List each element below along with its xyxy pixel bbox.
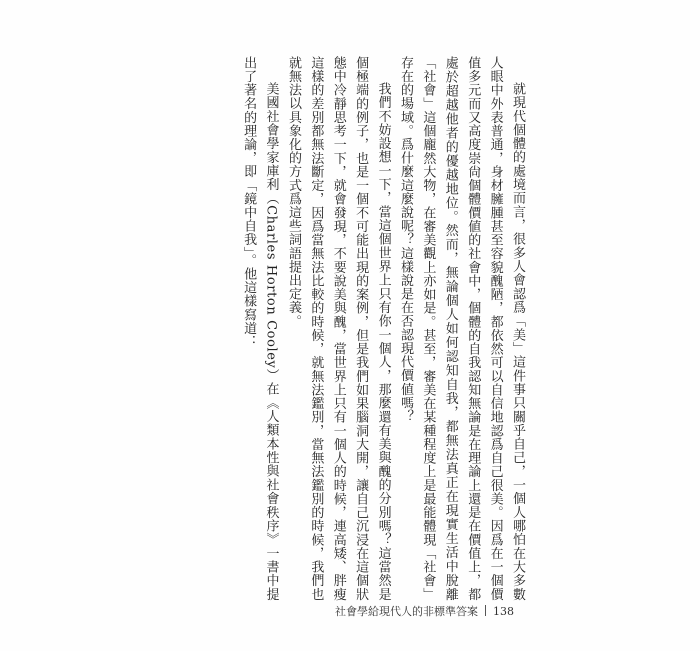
body-text [237,56,528,601]
page-footer [335,603,514,619]
footer-divider [485,605,486,616]
paragraph: 就現代個體的處境而言，很多人會認爲「美」這件事只關乎自己，一個人哪怕在大多數人眼中外表普通，身材臃腫甚至容貌醜陋，都依然可以自信地認爲自己很美。因爲在一個價值多元而又高度崇尙個體價値的社會中，個體的自我認知無論是在理論上還是在價值上，都處於超越他者的優越地位。然而，無論個人如何認知自我，都無法真正在現實生活中脫離「社會」這個龐然大物，在審美觀上亦如是。甚至，審美在某種程度上是最能體現「社會」存在的場域。爲什麼這麼說呢？這樣說是在否認現代價値嗎？ [397,56,525,601]
paragraph: 我們不妨設想一下，當這個世界上只有你一個人，那麼還有美與醜的分別嗎？這當然是個極端的例子，也是一個不可能出現的案例，但是我們如果腦洞大開，讓自己沉浸在這個狀態中冷靜思考一下，就會發現，不要說美與醜，當世界上只有一個人的時候，連高矮、胖瘦這樣的差別都無法斷定，因爲當無法比較的時候，就無法鑑別，當無法鑑別的時候，我們也就無法以具象化的方式爲這些詞語提出定義。 [285,56,391,601]
page-number: 138 [493,605,514,618]
running-title: 社會學給現代人的非標準答案 [335,605,478,618]
paragraph: 美國社會學家庫利（Charles Horton Cooley）在《人類本性與社會秩序》一書中提出了著名的理論，即「鏡中自我」。他這樣寫道： [241,56,279,601]
